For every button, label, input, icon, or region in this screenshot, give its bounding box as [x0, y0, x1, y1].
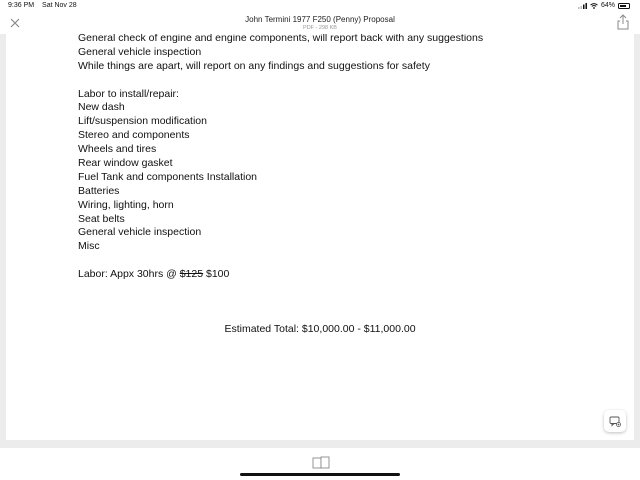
labor-new-rate: $100 — [203, 268, 230, 281]
labor-line — [78, 268, 483, 282]
body-line: Misc — [78, 240, 100, 253]
comment-icon — [609, 415, 621, 427]
home-indicator[interactable] — [240, 473, 400, 476]
bottom-toolbar — [0, 448, 640, 480]
thumbnails-icon[interactable] — [312, 456, 330, 470]
body-line: General vehicle inspection — [78, 45, 202, 58]
pdf-viewer[interactable] — [0, 34, 640, 448]
body-line: While things are apart, will report on any findings and suggestions for safety — [78, 59, 430, 72]
body-line: Batteries — [78, 184, 120, 197]
body-line: Wiring, lighting, horn — [78, 198, 174, 211]
labor-old-rate: $125 — [179, 268, 204, 281]
status-bar — [0, 0, 640, 12]
status-left — [8, 2, 83, 9]
body-line: Rear window gasket — [78, 157, 173, 170]
body-line: Seat belts — [78, 212, 125, 225]
body-line: General check of engine and engine components, will report back with any suggestions — [78, 34, 484, 44]
share-icon[interactable] — [616, 14, 630, 30]
document-header — [0, 12, 640, 34]
document-subtitle: PDF - 298 KB — [303, 25, 337, 31]
body-line — [78, 254, 483, 268]
status-date: Sat Nov 28 — [42, 2, 77, 9]
document-title: John Termini 1977 F250 (Penny) Proposal — [245, 15, 395, 24]
labor-prefix: Labor: Appx 30hrs @ — [78, 268, 180, 281]
cellular-icon — [578, 3, 587, 9]
body-line: Wheels and tires — [78, 143, 157, 156]
body-line — [78, 74, 483, 88]
comment-button[interactable] — [604, 410, 626, 432]
status-time: 9:36 PM — [8, 2, 35, 9]
battery-icon — [618, 3, 630, 9]
wifi-icon — [590, 3, 598, 9]
body-line: New dash — [78, 101, 125, 114]
body-line: Stereo and components — [78, 129, 190, 142]
body-line: General vehicle inspection — [78, 226, 202, 239]
document-body — [78, 34, 483, 282]
battery-percent: 64% — [600, 2, 615, 9]
estimated-total: Estimated Total: $10,000.00 - $11,000.00 — [224, 323, 416, 335]
body-line: Fuel Tank and components Installation — [78, 170, 258, 183]
status-right — [578, 2, 630, 9]
pdf-page — [6, 34, 634, 440]
body-line: Labor to install/repair: — [78, 87, 179, 100]
body-line: Lift/suspension modification — [78, 115, 207, 128]
